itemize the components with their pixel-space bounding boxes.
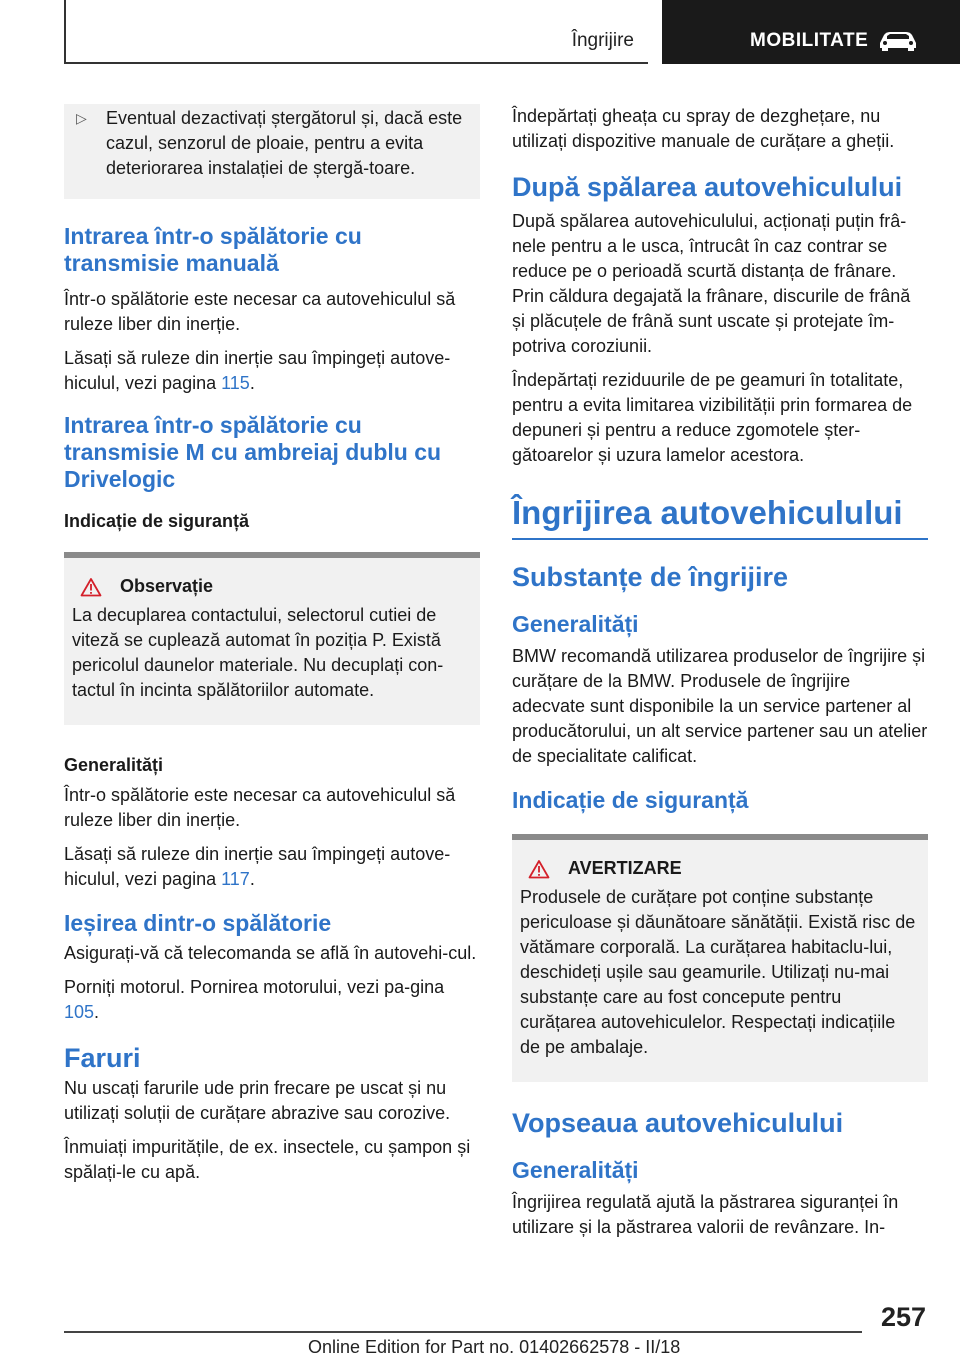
paragraph: Îndepărtați gheața cu spray de dezghețare, nu utilizați dispozitive manuale de curățare a gheții. (512, 106, 895, 151)
paragraph (64, 346, 480, 396)
paragraph: Înmuiați impuritățile, de ex. insectele, cu șampon și spălați-le cu apă. (64, 1137, 471, 1182)
car-icon (876, 28, 920, 52)
play-triangle-icon: ▷ (76, 110, 87, 126)
paragraph: Într-o spălătorie este necesar ca autovehiculul să ruleze liber din inerție. (64, 289, 456, 334)
header-rule-bottom (64, 62, 648, 64)
paragraph-text: Lăsați să ruleze din inerție sau împingeți autove-hiculul, vezi pagina (64, 844, 451, 889)
warning-triangle-icon (528, 859, 550, 879)
paragraph: Îndepărtați reziduurile de pe geamuri în totalitate, pentru a evita limitarea vizibilității prin formarea de depuneri și pentru a reduce zgomotele șter-gătoarelor și uzura lamelor acestora. (512, 370, 913, 465)
caution-text: La decuplarea contactului, selectorul cutiei de viteză se cuplează automat în poziția P. Există pericolul daunelor materiale. Nu decuplați con-tactul în incinta spălătoriilor automate. (72, 605, 444, 700)
footer-rule (64, 1331, 862, 1333)
paragraph (64, 975, 480, 1025)
heading-paint: Vopseaua autovehiculului (512, 1108, 844, 1138)
heading-safety: Indicație de siguranță (64, 511, 250, 531)
warning-triangle-icon (80, 577, 102, 597)
page-header (0, 0, 960, 66)
right-column (512, 104, 928, 1249)
paragraph: Într-o spălătorie este necesar ca autovehiculul să ruleze liber din inerție. (64, 785, 456, 830)
paragraph: După spălarea autovehiculului, acționați puțin frâ-nele pentru a le usca, întrucât în caz contrar se reduce pe o perioadă scurtă distanța de frânare. Prin căldura degajată la frânare, discurile de frână și plăcuțele de frână sunt uscate și protejate îm-potriva coroziunii. (512, 211, 911, 356)
warning-box (512, 834, 928, 1082)
note-text: Eventual dezactivați ștergătorul și, dacă este cazul, senzorul de ploaie, pentru a evita deteriorarea instalației de ștergă-toare. (106, 108, 463, 178)
paragraph-text: . (94, 1002, 100, 1022)
page-link[interactable]: 115 (221, 373, 250, 393)
chapter-label: MOBILITATE (750, 30, 869, 51)
heading-general: Generalități (512, 1157, 639, 1183)
paragraph-text: Lăsați să ruleze din inerție sau împingeți autove-hiculul, vezi pagina (64, 348, 451, 393)
section-label: Îngrijire (571, 30, 634, 51)
heading-dct: Intrarea într-o spălătorie cu transmisie M cu ambreiaj dublu cu Drivelogic (64, 412, 442, 492)
paragraph: BMW recomandă utilizarea produselor de îngrijire și curățare de la BMW. Produsele de îngrijire adecvate sunt disponibile la un service partener al producătorului, un alt service partener sau un atelier de specialitate calificat. (512, 646, 928, 766)
warning-title: AVERTIZARE (568, 858, 682, 878)
note-box (64, 104, 480, 199)
footer-edition: Online Edition for Part no. 01402662578 - II/18 (308, 1337, 681, 1357)
heading-lights: Faruri (64, 1043, 141, 1073)
paragraph: Asigurați-vă că telecomanda se află în autovehi-cul. (64, 943, 477, 963)
heading-safety: Indicație de siguranță (512, 787, 749, 813)
header-rule-left (64, 0, 66, 64)
caution-box (64, 552, 480, 725)
paragraph: Îngrijirea regulată ajută la păstrarea siguranței în utilizare și la păstrarea valorii de revânzare. In- (512, 1192, 899, 1237)
heading-manual-transmission: Intrarea într-o spălătorie cu transmisie manuală (64, 223, 362, 276)
heading-after-wash: După spălarea autovehiculului (512, 172, 903, 202)
heading-vehicle-care: Îngrijirea autovehiculului (512, 494, 928, 540)
chapter-tab[interactable] (662, 0, 960, 64)
paragraph-text: . (249, 869, 255, 889)
caution-title: Observație (120, 576, 214, 596)
page-link[interactable]: 105 (64, 1002, 95, 1022)
heading-general: Generalități (512, 611, 639, 637)
heading-general: Generalități (64, 755, 164, 775)
paragraph-text: Porniți motorul. Pornirea motorului, vezi pa-gina (64, 977, 445, 997)
heading-exit: Ieșirea dintr-o spălătorie (64, 910, 332, 936)
paragraph: Nu uscați farurile ude prin frecare pe uscat și nu utilizați soluții de curățare abrazive sau corozive. (64, 1078, 451, 1123)
paragraph-text: . (249, 373, 255, 393)
page-link[interactable]: 117 (221, 869, 250, 889)
heading-care-products: Substanțe de îngrijire (512, 562, 789, 592)
left-column (64, 104, 480, 1194)
caution-title-row (72, 576, 472, 597)
paragraph (64, 842, 480, 892)
warning-text: Produsele de curățare pot conține substanțe periculoase și dăunătoare sănătății. Există risc de vătămare corporală. La curățarea habitaclu-lui, deschideți ușile sau geamurile. Utilizați nu-mai substanțe care au fost concepute pentru curățarea autovehiculelor. Respectați indicațiile de pe ambalaje. (520, 887, 916, 1057)
warning-title-row (520, 858, 920, 879)
page-number: 257 (880, 1302, 926, 1332)
